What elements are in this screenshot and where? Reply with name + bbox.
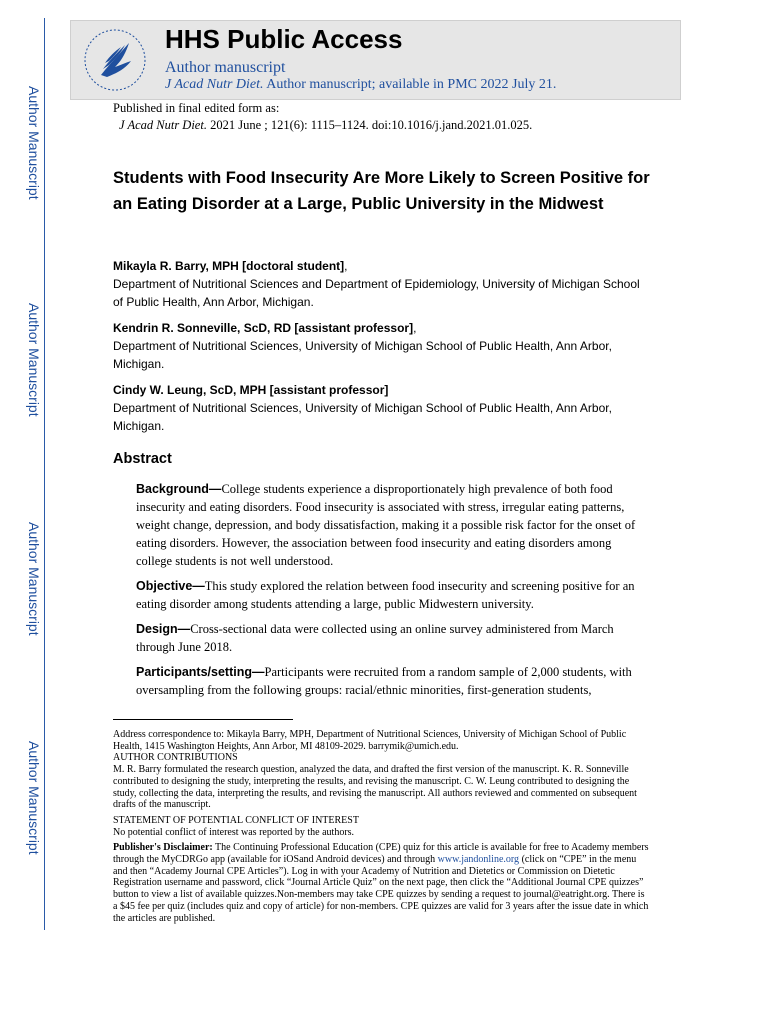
disclaimer-line: Registration username and password, click “Journal Article Quiz” on the next page, then click the “Additional Journal CPE quizzes”	[113, 877, 644, 889]
disclaimer-text: through the MyCDRGo app (available for iOSand Android devices) and through	[113, 854, 436, 866]
published-journal-abbrev: J Acad Nutr Diet.	[119, 118, 207, 132]
published-citation-text: 2021 June ; 121(6): 1115–1124. doi:10.1016/j.jand.2021.01.025.	[210, 118, 533, 132]
author-name: Cindy W. Leung, ScD, MPH [assistant professor]	[113, 383, 389, 397]
author-affiliation: Department of Nutritional Sciences and Department of Epidemiology, University of Michigan School of Public Health, Ann Arbor, Michigan.	[113, 277, 640, 309]
disclaimer-line: a $45 fee per quiz (includes quiz and copy of article) for non-members. CPE quizzes are valid for 3 years after the issue date in which	[113, 900, 649, 912]
abstract-section-participants	[136, 663, 646, 699]
disclaimer-line: the articles are published.	[113, 912, 216, 924]
conflict-heading: STATEMENT OF POTENTIAL CONFLICT OF INTEREST	[113, 814, 359, 826]
header-title: HHS Public Access	[165, 24, 403, 54]
abstract-heading: Abstract	[113, 451, 172, 467]
footnotes	[113, 729, 658, 928]
hhs-header	[70, 20, 681, 100]
disclaimer-line: button to view a list of available quizzes.Non-members may take CPE quizzes by sending a request to journal@eatright.org. There is	[113, 889, 645, 901]
abstract-section-text: This study explored the relation between food insecurity and screening positive for an eating disorder among students attending a large, public Midwestern university.	[136, 579, 635, 611]
abstract-section-background	[136, 480, 646, 570]
disclaimer-text: The Continuing Professional Education (CPE) quiz for this article is available for free to Academy members	[215, 842, 649, 854]
abstract-body	[136, 480, 646, 706]
abstract-section-text: Cross-sectional data were collected using an online survey administered from March through June 2018.	[136, 622, 614, 654]
contributions-line: study, collecting the data, interpreting the results, and revising the manuscript. All authors reviewed and commented on subsequent	[113, 787, 637, 799]
author-affiliation: Department of Nutritional Sciences, University of Michigan School of Public Health, Ann Arbor, Michigan.	[113, 401, 612, 433]
conflict-note	[113, 815, 658, 838]
abstract-section-text: Participants were recruited from a random sample of 2,000 students, with oversampling from the following groups: racial/ethnic minorities, first-generation students,	[136, 665, 632, 697]
published-citation	[113, 117, 532, 134]
header-journal-line	[165, 77, 556, 93]
correspondence-note	[113, 729, 658, 811]
author-name: Mikayla R. Barry, MPH [doctoral student]	[113, 259, 345, 273]
sidebar-divider	[44, 18, 45, 930]
conflict-text: No potential conflict of interest was reported by the authors.	[113, 826, 355, 838]
hhs-eagle-logo-icon	[81, 25, 149, 95]
sidebar-label-author-manuscript: Author Manuscript	[26, 522, 42, 636]
contributions-line: M. R. Barry formulated the research question, analyzed the data, and drafted the first version of the manuscript. K. R. Sonneville	[113, 764, 629, 776]
article-title: Students with Food Insecurity Are More Likely to Screen Positive for an Eating Disorder at a Large, Public University in the Midwest	[113, 169, 650, 213]
published-info	[113, 100, 532, 134]
abstract-section-objective	[136, 577, 646, 613]
abstract-section-label: Objective—	[136, 579, 205, 593]
contributions-line: drafts of the manuscript.	[113, 799, 211, 811]
author-name: Kendrin R. Sonneville, ScD, RD [assistant professor]	[113, 321, 414, 335]
contributions-heading: AUTHOR CONTRIBUTIONS	[113, 752, 238, 764]
author-affiliation: Department of Nutritional Sciences, University of Michigan School of Public Health, Ann Arbor, Michigan.	[113, 339, 612, 371]
sidebar-label-author-manuscript: Author Manuscript	[26, 86, 42, 200]
abstract-section-label: Design—	[136, 622, 191, 636]
header-journal-abbrev: J Acad Nutr Diet.	[165, 77, 264, 92]
header-subtitle: Author manuscript	[165, 59, 286, 76]
correspondence-line: Address correspondence to: Mikayla Barry, MPH, Department of Nutritional Sciences, University of Michigan School of Public	[113, 729, 627, 740]
author-entry	[113, 381, 653, 435]
jandonline-link[interactable]: www.jandonline.org	[437, 854, 520, 866]
sidebar-label-author-manuscript: Author Manuscript	[26, 303, 42, 417]
sidebar-label-author-manuscript: Author Manuscript	[26, 741, 42, 855]
publisher-disclaimer	[113, 842, 658, 924]
author-list	[113, 257, 653, 443]
disclaimer-text: (click on “CPE” in the menu	[521, 854, 637, 866]
disclaimer-line	[113, 854, 658, 866]
abstract-section-label: Background—	[136, 482, 222, 496]
disclaimer-label: Publisher's Disclaimer:	[113, 842, 213, 854]
disclaimer-line	[113, 842, 658, 854]
abstract-section-design	[136, 620, 646, 656]
disclaimer-line: and then “Academy Journal CPE Articles”). Log in with your Academy of Nutrition and Dietetics or Commission on Dietetic	[113, 865, 615, 877]
abstract-section-label: Participants/setting—	[136, 665, 265, 679]
published-label: Published in final edited form as:	[113, 101, 280, 115]
footnote-rule	[113, 719, 293, 720]
abstract-section-text: College students experience a disproportionately high prevalence of both food insecurity and eating disorders. Food insecurity is associated with stress, irregular eating patterns, weight change, depression, and body dissatisfaction, making it a possible risk factor for the onset of eating disorders. However, the association between food insecurity and eating disorders among college students is not well understood.	[136, 482, 636, 568]
correspondence-line: Health, 1415 Washington Heights, Ann Arbor, MI 48109-2029. barrymik@umich.edu.	[113, 740, 459, 752]
author-entry: Mikayla R. Barry, MPH [doctoral student], Department of Nutritional Sciences and Department of Epidemiology, University of Michigan School of Public Health, Ann Arbor, Michigan.	[113, 257, 653, 311]
author-entry: Kendrin R. Sonneville, ScD, RD [assistant professor], Department of Nutritional Sciences, University of Michigan School of Public Health, Ann Arbor, Michigan.	[113, 319, 653, 373]
header-journal-note: Author manuscript; available in PMC 2022 July 21.	[266, 77, 557, 92]
contributions-line: contributed to designing the study, interpreting the results, and revising the manuscript. C. W. Leung contributed to designing the	[113, 775, 630, 787]
